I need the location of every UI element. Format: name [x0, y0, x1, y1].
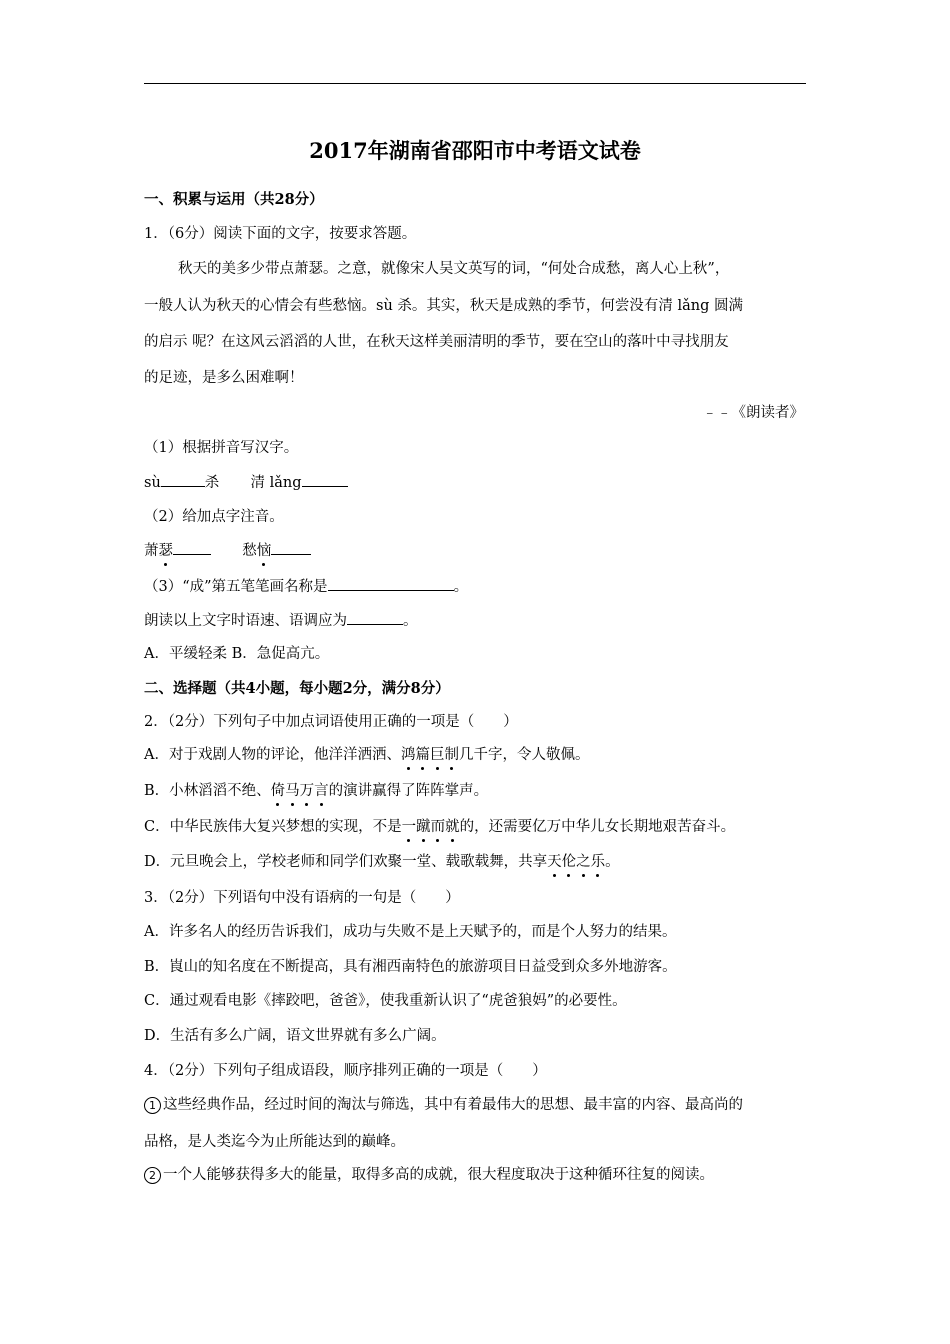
- question-stem: 3．（2分）下列语句中没有语病的一句是（ ）: [144, 890, 460, 906]
- option-b: B．崀山的知名度在不断提高，具有湘西南特色的旅游项目日益受到众多外地游客。: [144, 959, 677, 975]
- answer-blank[interactable]: [328, 576, 454, 591]
- dotted-char: 马: [285, 783, 300, 799]
- circled-number: 1: [144, 1097, 161, 1114]
- passage-line: 的足迹，是多么困难啊！: [144, 370, 304, 386]
- dotted-phrase: [547, 854, 605, 870]
- dotted-char: 巨: [429, 747, 445, 763]
- sub-question-text: 朗读以上文字时语速、语调应为: [144, 613, 347, 629]
- sentence-1-cont: 品格，是人类迄今为止所能达到的巅峰。: [144, 1134, 405, 1150]
- sub-question-text: （3）“成”第五笔笔画名称是: [144, 579, 328, 595]
- pinyin-text: sù: [144, 475, 161, 491]
- punctuation: 。: [453, 579, 469, 595]
- answer-blank[interactable]: [271, 540, 311, 555]
- dotted-char: 瑟: [158, 543, 173, 559]
- dotted-char: 一: [401, 819, 417, 835]
- sub-question: [144, 576, 468, 597]
- passage-line: 秋天的美多少带点萧瑟。之意，就像宋人吴文英写的词，“何处合成愁，离人心上秋”，: [178, 261, 730, 277]
- dotted-char: 就: [445, 819, 460, 835]
- page-title: 2017年湖南省邵阳市中考语文试卷: [309, 138, 641, 163]
- answer-suffix: 杀: [204, 475, 220, 491]
- sub-question: （2）给加点字注音。: [144, 509, 284, 525]
- question-stem: 4．（2分）下列句子组成语段，顺序排列正确的一项是（ ）: [144, 1063, 547, 1079]
- answer-blank[interactable]: [173, 540, 211, 555]
- dotted-char: 制: [444, 747, 459, 763]
- option-d: D．生活有多么广阔，语文世界就有多么广阔。: [144, 1028, 446, 1044]
- dotted-phrase: [402, 819, 460, 835]
- answer-blank[interactable]: [302, 472, 348, 487]
- question-stem: 2．（2分）下列句子中加点词语使用正确的一项是（ ）: [144, 714, 518, 730]
- dotted-char: 而: [430, 819, 446, 835]
- dotted-char: 篇: [415, 747, 430, 763]
- dotted-char: 乐: [590, 854, 606, 870]
- answer-blank[interactable]: [161, 472, 205, 487]
- dotted-char: 之: [576, 854, 591, 870]
- answer-blank[interactable]: [347, 610, 403, 625]
- question-stem: 1．（6分）阅读下面的文字，按要求答题。: [144, 226, 417, 242]
- circled-number: 2: [144, 1167, 161, 1184]
- option-d: D．元旦晚会上，学校老师和同学们欢聚一堂、载歌载舞，共享天伦之乐。: [144, 854, 620, 870]
- dotted-phrase: [401, 747, 459, 763]
- sub-question: [144, 610, 418, 631]
- dotted-char: 言: [314, 783, 329, 799]
- dotted-char: 倚: [270, 783, 286, 799]
- header-rule: [144, 83, 806, 84]
- plain-char: 萧: [144, 543, 159, 559]
- section-heading: 二、选择题（共4小题，每小题2分，满分8分）: [144, 680, 450, 697]
- option-b: B．小林滔滔不绝、倚马万言的演讲赢得了阵阵掌声。: [144, 783, 489, 799]
- dotted-char: 鸿: [400, 747, 416, 763]
- passage-line: 的启示 呢？在这风云滔滔的人世，在秋天这样美丽清明的季节，要在空山的落叶中寻找朋友: [144, 334, 729, 350]
- dotted-char: 万: [299, 783, 315, 799]
- passage-source: ﹣﹣《朗读者》: [702, 405, 804, 421]
- dotted-char: 天: [547, 854, 562, 870]
- options-line: A．平缓轻柔 B．急促高亢。: [144, 646, 330, 662]
- section-heading: 一、积累与运用（共28分）: [144, 191, 324, 208]
- option-c: C．通过观看电影《摔跤吧，爸爸》，使我重新认识了“虎爸狼妈”的必要性。: [144, 993, 627, 1009]
- answer-line: [144, 472, 348, 493]
- dotted-char: 蹴: [416, 819, 431, 835]
- punctuation: 。: [403, 613, 418, 629]
- sentence-2: 2 一个人能够获得多大的能量，取得多高的成就，很大程度取决于这种循环往复的阅读。: [144, 1165, 714, 1185]
- option-a: A．对于戏剧人物的评论，他洋洋洒洒、鸿篇巨制几千字，令人敬佩。: [144, 747, 590, 763]
- dotted-char: 伦: [561, 854, 577, 870]
- plain-char: 愁: [242, 543, 257, 559]
- option-a: A．许多名人的经历告诉我们，成功与失败不是上天赋予的，而是个人努力的结果。: [144, 924, 677, 940]
- sentence-1: 1 这些经典作品，经过时间的淘汰与筛选，其中有着最伟大的思想、最丰富的内容、最高尚的: [144, 1095, 743, 1115]
- pinyin-text: 清 lǎng: [250, 475, 302, 491]
- answer-line: [144, 540, 311, 561]
- dotted-char: 恼: [256, 543, 272, 559]
- passage-line: 一般人认为秋天的心情会有些愁恼。sù 杀。其实，秋天是成熟的季节，何尝没有清 lǎng 圆满: [144, 298, 744, 314]
- option-c: C．中华民族伟大复兴梦想的实现，不是一蹴而就的，还需要亿万中华儿女长期地艰苦奋斗。: [144, 819, 736, 835]
- sub-question: （1）根据拼音写汉字。: [144, 440, 299, 456]
- dotted-phrase: [271, 783, 329, 799]
